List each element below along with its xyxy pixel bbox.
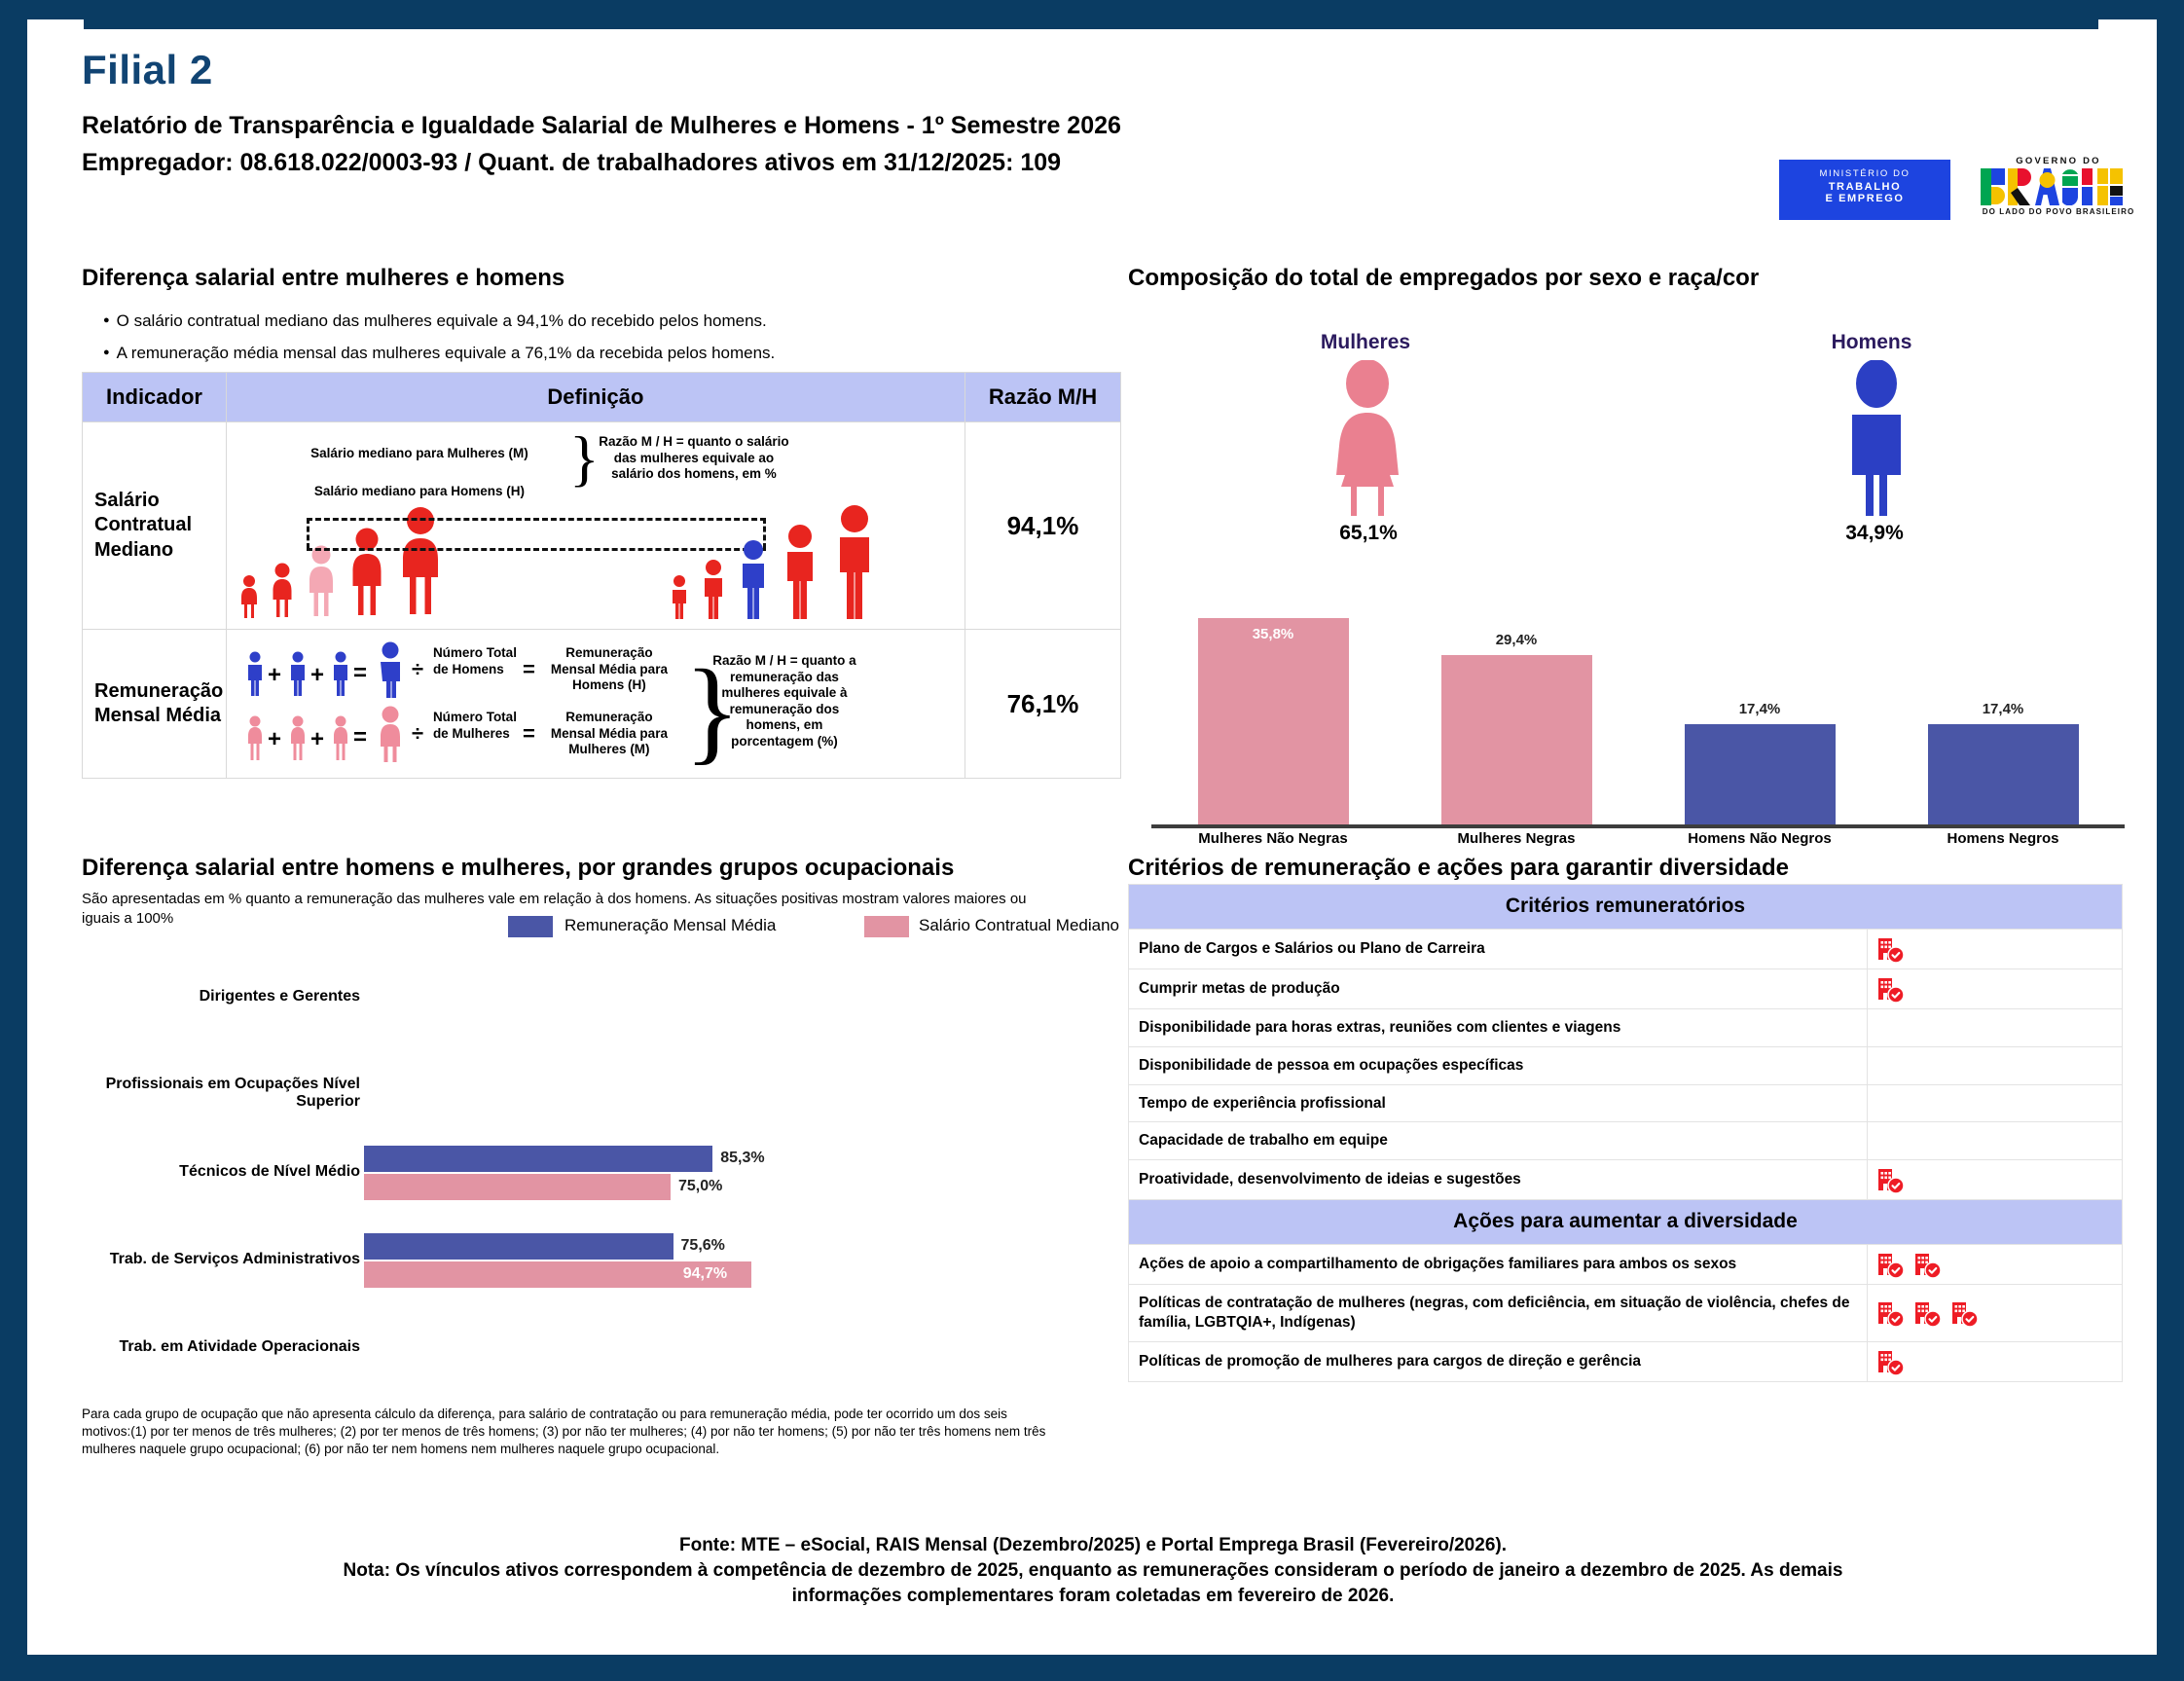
criteria-row [1129,1245,2123,1285]
logo-mte-line1: MINISTÉRIO DO [1819,168,1911,179]
criteria-label: Políticas de contratação de mulheres (negras, com deficiência, em situação de violência, chefes de família, LGBTQIA+, Indígenas) [1129,1285,1868,1342]
occupational-bar [364,1146,712,1172]
criteria-label: Cumprir metas de produção [1129,968,1868,1008]
building-check-icon [1875,1347,1905,1376]
criteria-icon-cell [1868,1245,2123,1285]
row2-women-count-label: Número Total de Mulheres [432,710,517,741]
government-of-brazil-logo [1974,156,2143,226]
race-bar [1198,618,1349,824]
man-small-1-icon [244,651,266,701]
equals-sign-1: = [352,660,367,687]
building-check-icon [1875,1165,1905,1194]
logo-gov-bottom: DO LADO DO POVO BRASILEIRO [1982,207,2135,216]
building-check-icon [1949,1298,1979,1328]
row1-ratio-value: 94,1% [965,422,1120,630]
plus-sign-1: + [267,662,281,689]
occupational-category-label: Profissionais em Ocupações Nível Superior [105,1076,360,1110]
criteria-icon-cell [1868,1046,2123,1084]
report-page [27,19,2157,1655]
woman-figure-5-icon [394,506,447,624]
wage-gap-bullet-2: ● A remuneração média mensal das mulheres equivale a 76,1% da recebida pelos homens. [103,344,775,363]
header-top-rule [84,19,2098,29]
row2-definition-cell [226,630,965,779]
composition-women-label: Mulheres [1320,331,1411,353]
criteria-icon-cell [1868,1084,2123,1122]
indicator-table-header-row [83,373,1121,422]
criteria-remuneratorios-header-label: Critérios remuneratórios [1129,885,2123,930]
col-header-definicao: Definição [226,373,965,422]
man-small-3-icon [330,651,351,701]
criteria-row [1129,1285,2123,1342]
logo-mte-line3: E EMPREGO [1825,193,1905,204]
row1-label-women: Salário mediano para Mulheres (M) [310,446,528,461]
man-figure-4-icon [778,524,822,624]
woman-small-2-icon [287,715,309,765]
plus-sign-4: + [309,726,324,753]
occupational-footnote: Para cada grupo de ocupação que não apresenta cálculo da diferença, para salário de contratação ou para remuneração média, pode ter ocorrido um dos seis motivos:(1) por ter menos de três mulheres; (2) por ter menos de três homens; (3) por não ter mulheres; (4) por não ter homens; (5) por não ter três homens nem três mulheres naquele grupo ocupacional; (6) por não ter nem homens nem mulheres naquele grupo ocupacional. [82,1407,1046,1456]
woman-small-1-icon [244,715,266,765]
race-bar-label: Mulheres Negras [1457,830,1576,847]
row2-men-count-label: Número Total de Homens [432,645,517,676]
race-bar-value: 17,4% [1738,700,1781,717]
composition-man-icon [1833,360,1920,521]
criteria-icon-cell [1868,1341,2123,1381]
median-top-connector [307,518,766,521]
row1-definition-note: Razão M / H = quanto o salário das mulheres equivale ao salário dos homens, em % [599,434,789,482]
row2-ratio-value: 76,1% [965,630,1120,779]
criteria-label: Tempo de experiência profissional [1129,1084,1868,1122]
occupational-bar-value: 75,0% [678,1178,723,1194]
row1-brace-icon: } [568,423,600,493]
criteria-table [1128,884,2123,1382]
building-check-icon [1875,974,1905,1004]
criteria-row [1129,1084,2123,1122]
composition-section-title: Composição do total de empregados por sexo e raça/cor [1128,265,1760,291]
plus-sign-2: + [309,662,324,689]
race-chart-axis [1151,824,2125,828]
occupational-bar [364,1174,671,1200]
wage-gap-section-title: Diferença salarial entre mulheres e homens [82,265,565,291]
woman-figure-1-icon [237,574,262,624]
criteria-icon-cell [1868,1160,2123,1200]
occupational-category-label: Técnicos de Nível Médio [179,1163,360,1180]
footer-line-3: informações complementares foram coletadas em fevereiro de 2026. [791,1586,1395,1607]
race-bar [1441,655,1592,824]
criteria-row [1129,968,2123,1008]
man-figure-2-icon [698,559,729,624]
criteria-icon-cell [1868,1285,2123,1342]
criteria-label: Políticas de promoção de mulheres para cargos de direção e gerência [1129,1341,1868,1381]
legend-swatch-salario [864,916,909,937]
woman-small-3-icon [330,715,351,765]
race-bar-label: Homens Negros [1947,830,2059,847]
composition-women-pct: 65,1% [1339,522,1398,544]
table-row-remuneracao-media [83,630,1121,779]
man-large-icon [375,641,406,703]
building-check-icon [1875,1250,1905,1279]
row1-label-men: Salário mediano para Homens (H) [313,484,525,499]
occupational-bar-value: 94,7% [682,1265,728,1282]
criteria-label: Disponibilidade para horas extras, reuniões com clientes e viagens [1129,1008,1868,1046]
row2-men-result-label: Remuneração Mensal Média para Homens (H) [550,645,668,693]
building-check-icon [1875,934,1905,964]
criteria-label: Plano de Cargos e Salários ou Plano de Carreira [1129,929,1868,968]
median-left-connector [307,518,309,549]
criteria-row [1129,929,2123,968]
race-bar [1928,724,2079,824]
building-check-icon [1912,1250,1942,1279]
occupational-bar-chart [82,954,1123,1392]
composition-men-label: Homens [1831,331,1912,353]
man-small-2-icon [287,651,309,701]
occupational-section-title: Diferença salarial entre homens e mulheres, por grandes grupos ocupacionais [82,855,955,881]
legend-label-remuneracao: Remuneração Mensal Média [564,916,777,934]
composition-men-pct: 34,9% [1845,522,1904,544]
col-header-indicador: Indicador [83,373,227,422]
criteria-icon-cell [1868,1008,2123,1046]
branch-title: Filial 2 [82,47,213,92]
woman-figure-4-icon [346,528,388,624]
criteria-row [1129,1008,2123,1046]
plus-sign-3: + [267,726,281,753]
criteria-section-title: Critérios de remuneração e ações para garantir diversidade [1128,855,1789,881]
race-bar-label: Homens Não Negros [1688,830,1832,847]
race-bar-value: 29,4% [1495,631,1538,648]
indicator-table [82,372,1121,779]
criteria-row [1129,1341,2123,1381]
median-bottom-connector [307,548,766,551]
ministry-of-labor-logo [1779,160,1950,220]
woman-large-icon [375,706,406,767]
row1-definition-cell [226,422,965,630]
criteria-remuneratorios-header [1129,885,2123,930]
row1-indicator-label: Salário Contratual Mediano [83,422,227,630]
col-header-razao: Razão M/H [965,373,1120,422]
occupational-bar-value: 85,3% [720,1150,765,1166]
occupational-bar-value: 75,6% [680,1237,725,1254]
footer-line-2: Nota: Os vínculos ativos correspondem à competência de dezembro de 2025, enquanto as remunerações consideram o período de janeiro a dezembro de 2025. As demais [343,1560,1843,1582]
race-bar-value: 35,8% [1252,625,1294,642]
criteria-diversidade-header [1129,1200,2123,1245]
man-figure-5-icon [828,504,881,624]
equals-sign-3: = [352,724,367,751]
criteria-label: Proatividade, desenvolvimento de ideias e sugestões [1129,1160,1868,1200]
occupational-category-label: Trab. em Atividade Operacionais [119,1338,360,1355]
table-row-salario-mediano [83,422,1121,630]
wage-gap-bullet-1: ● O salário contratual mediano das mulheres equivale a 94,1% do recebido pelos homens. [103,311,767,331]
legend-swatch-remuneracao [508,916,553,937]
logo-gov-top: GOVERNO DO [2016,156,2101,166]
race-bar [1685,724,1836,824]
footer-line-1: Fonte: MTE – eSocial, RAIS Mensal (Dezembro/2025) e Portal Emprega Brasil (Fevereiro/2026). [678,1535,1507,1555]
divide-sign-1: ÷ [411,657,424,682]
criteria-icon-cell [1868,968,2123,1008]
composition-woman-icon [1322,360,1413,521]
criteria-diversidade-header-label: Ações para aumentar a diversidade [1129,1200,2123,1245]
building-check-icon [1875,1298,1905,1328]
occupational-category-label: Dirigentes e Gerentes [199,988,360,1005]
report-title: Relatório de Transparência e Igualdade Salarial de Mulheres e Homens - 1º Semestre 2026 [82,112,1121,139]
row2-women-result-label: Remuneração Mensal Média para Mulheres (M) [550,710,668,757]
criteria-icon-cell [1868,929,2123,968]
employer-info: Empregador: 08.618.022/0003-93 / Quant. de trabalhadores ativos em 31/12/2025: 109 [82,149,1062,176]
row2-brace-icon: } [683,645,741,776]
criteria-label: Ações de apoio a compartilhamento de obrigações familiares para ambos os sexos [1129,1245,1868,1285]
occupational-note: São apresentadas em % quanto a remuneração das mulheres vale em relação à dos homens. As situações positivas mostram valores maiores ou iguais a 100% [82,891,1027,927]
brasil-wordmark-icon [1981,168,2136,205]
equals-sign-2: = [522,657,535,682]
occupational-category-label: Trab. de Serviços Administrativos [109,1251,360,1267]
criteria-row [1129,1160,2123,1200]
building-check-icon [1912,1298,1942,1328]
man-figure-1-icon [667,574,692,624]
race-composition-bar-chart [1151,594,2125,837]
row2-indicator-label: Remuneração Mensal Média [83,630,227,779]
criteria-row [1129,1122,2123,1160]
woman-figure-2-icon [268,563,297,624]
criteria-label: Disponibilidade de pessoa em ocupações específicas [1129,1046,1868,1084]
equals-sign-4: = [522,721,535,747]
woman-figure-3-highlight-icon [303,545,340,624]
race-bar-label: Mulheres Não Negras [1198,830,1348,847]
footer-note [86,1533,2100,1610]
man-figure-3-highlight-icon [734,539,773,624]
criteria-row [1129,1046,2123,1084]
legend-label-salario: Salário Contratual Mediano [919,916,1120,934]
row2-definition-note: Razão M / H = quanto a remuneração das mulheres equivale à remuneração dos homens, em porcentagem (%) [712,653,856,749]
criteria-label: Capacidade de trabalho em equipe [1129,1122,1868,1160]
logo-mte-line2: TRABALHO [1828,181,1902,193]
criteria-icon-cell [1868,1122,2123,1160]
race-bar-value: 17,4% [1982,700,2024,717]
divide-sign-2: ÷ [411,721,424,747]
occupational-bar [364,1233,673,1260]
